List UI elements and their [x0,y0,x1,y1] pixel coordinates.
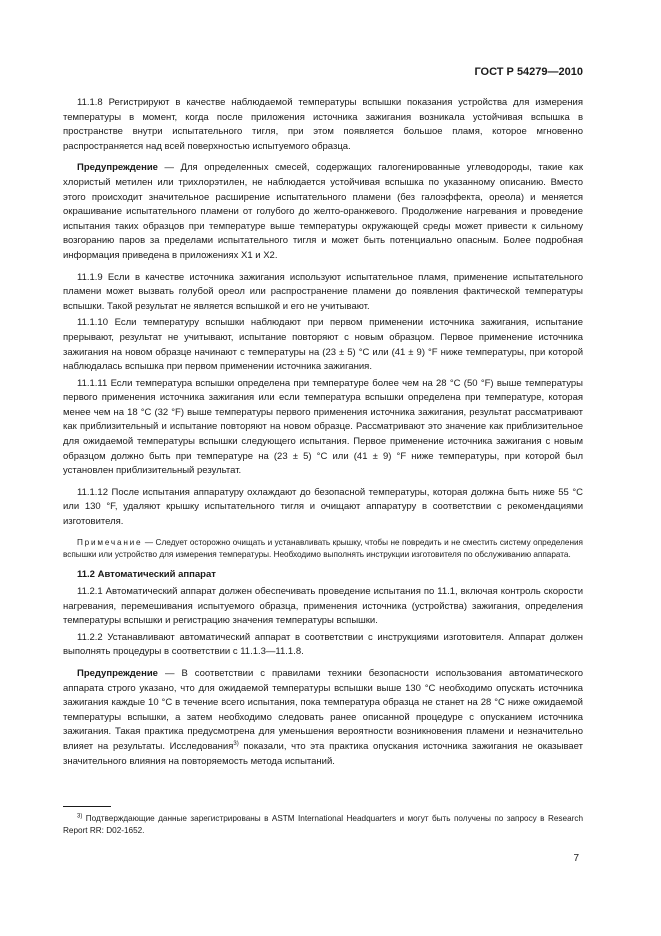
warning-text: — В соответствии с правилами техники безопасности использования автоматического аппарата строго указано, что для ожидаемой температуры вспышки выше 130 °С необходимо опускать источника зажигания каждые 10 °С в течение всего испытания, пока температура образца не станет на 28 °С ниже ожидаемой температуры вспышки, а затем необходимо следовать ранее описанной процедуре с опусканием источника зажигания. Такая практика предусмотрена для уменьшения вероятности возникновения пламени и незначительно влияет на результаты. Исследования [63,668,583,752]
paragraph-11-1-10: 11.1.10 Если температуру вспышки наблюдают при первом применении источника зажигания, испытание прерывают, результат не учитывают, испытание повторяют с новым образцом. Первое применение источника зажигания на новом образце начинают с температуры на (23 ± 5) °С или (41 ± 9) °F ниже температуры, при которой наблюдалась вспышка при первом применении источника зажигания. [63,317,583,373]
warning-paragraph-1 [63,161,583,263]
footnote-mark: 3) [77,813,83,820]
standard-code-header: ГОСТ Р 54279—2010 [474,66,583,78]
paragraph-11-1-9: 11.1.9 Если в качестве источника зажигания используют испытательное пламя, применение испытательного пламени может вызвать голубой ореол или распространение пламени до появления фактической температуры вспышки. Такой результат не является вспышкой и его не учитывают. [63,271,583,312]
footnote-text: Подтверждающие данные зарегистрированы в ASTM International Headquarters и могут быть получены по запросу в Research Report RR: D02-1652. [63,814,583,836]
paragraph-11-2-1: 11.2.1 Автоматический аппарат должен обеспечивать проведение испытания по 11.1, включая контроль скорости нагревания, перемешивания испытуемого образца, применения источника (устройства) зажигания, определения температуры вспышки и регистрацию значения температуры вспышки. [63,586,583,627]
paragraph-11-1-11: 11.1.11 Если температура вспышки определена при температуре более чем на 28 °С (50 °F) выше температуры первого применения источника зажигания или если температура вспышки определена при температуре, которая менее чем на 18 °С (32 °F) выше температуры первого применения источника зажигания, результат рассматривают как приблизительный и испытание повторяют на новом образце. Рассматривают это значение как приблизительное для ожидаемой температуры вспышки следующего испытания. Первое применение источника зажигания с новым образцом должно быть при температуре на (23 ± 5) °С или (41 ± 9) °F ниже температуры, при которой был установлен приблизительный результат. [63,377,583,477]
footnote [63,813,583,838]
section-heading-11-2: 11.2 Автоматический аппарат [77,569,216,581]
page-number: 7 [573,853,579,864]
note-text: — Следует осторожно очищать и устанавливать крышку, чтобы не повредить и не сместить систему определения вспышки или устройство для измерения температуры. Необходимо выполнять инструкции изготовителя по обслуживанию аппарата. [63,537,583,560]
note-paragraph [63,537,583,562]
warning-label: Предупреждение [77,668,158,679]
paragraph-11-1-8: 11.1.8 Регистрируют в качестве наблюдаемой температуры вспышки показания устройства для измерения температуры в момент, когда после приложения источника зажигания возникала устойчивая вспышка в пространстве внутри испытательного тигля, при этом появляется большое пламя, которое мгновенно распространяется над всей поверхностью испытуемого образца. [63,97,583,152]
note-label: Примечание [77,537,143,547]
paragraph-11-1-12: 11.1.12 После испытания аппаратуру охлаждают до безопасной температуры, которая должна быть ниже 55 °С или 130 °F, удаляют крышку испытательного тигля и очищают аппаратуру в соответствии с рекомендациями изготовителя. [63,486,583,528]
footnote-divider [63,806,111,807]
footnote-reference: 3) [233,740,239,747]
warning-text: — Для определенных смесей, содержащих галогенированные углеводороды, такие как хлористый метилен или трихлорэтилен, не наблюдается устойчивая вспышка по указанному описанию. Вместо этого происходит значительное расширение испытательного пламени (без галоэффекта, ореола) и меняется окрашивание испытательного пламени от голубого до желто-оранжевого. Продолжение нагревания и проведение испытания таких образцов при температуре выше температуры окружающей среды может привести к сильному возгоранию паров за пределами испытательного тигля и может быть потенциально опасным. Более подробная информация приведена в приложениях X1 и X2. [63,162,583,261]
warning-paragraph-2 [63,667,583,769]
paragraph-11-2-2: 11.2.2 Устанавливают автоматический аппарат в соответствии с инструкциями изготовителя. Аппарат должен выполнять процедуры в соответствии с 11.1.3—11.1.8. [63,631,583,658]
warning-label: Предупреждение [77,162,158,174]
main-text [63,96,583,769]
warning-text-continued: показали, что эта практика опускания источника зажигания не оказывает значительного влияния на повторяемость метода испытаний. [63,740,583,767]
